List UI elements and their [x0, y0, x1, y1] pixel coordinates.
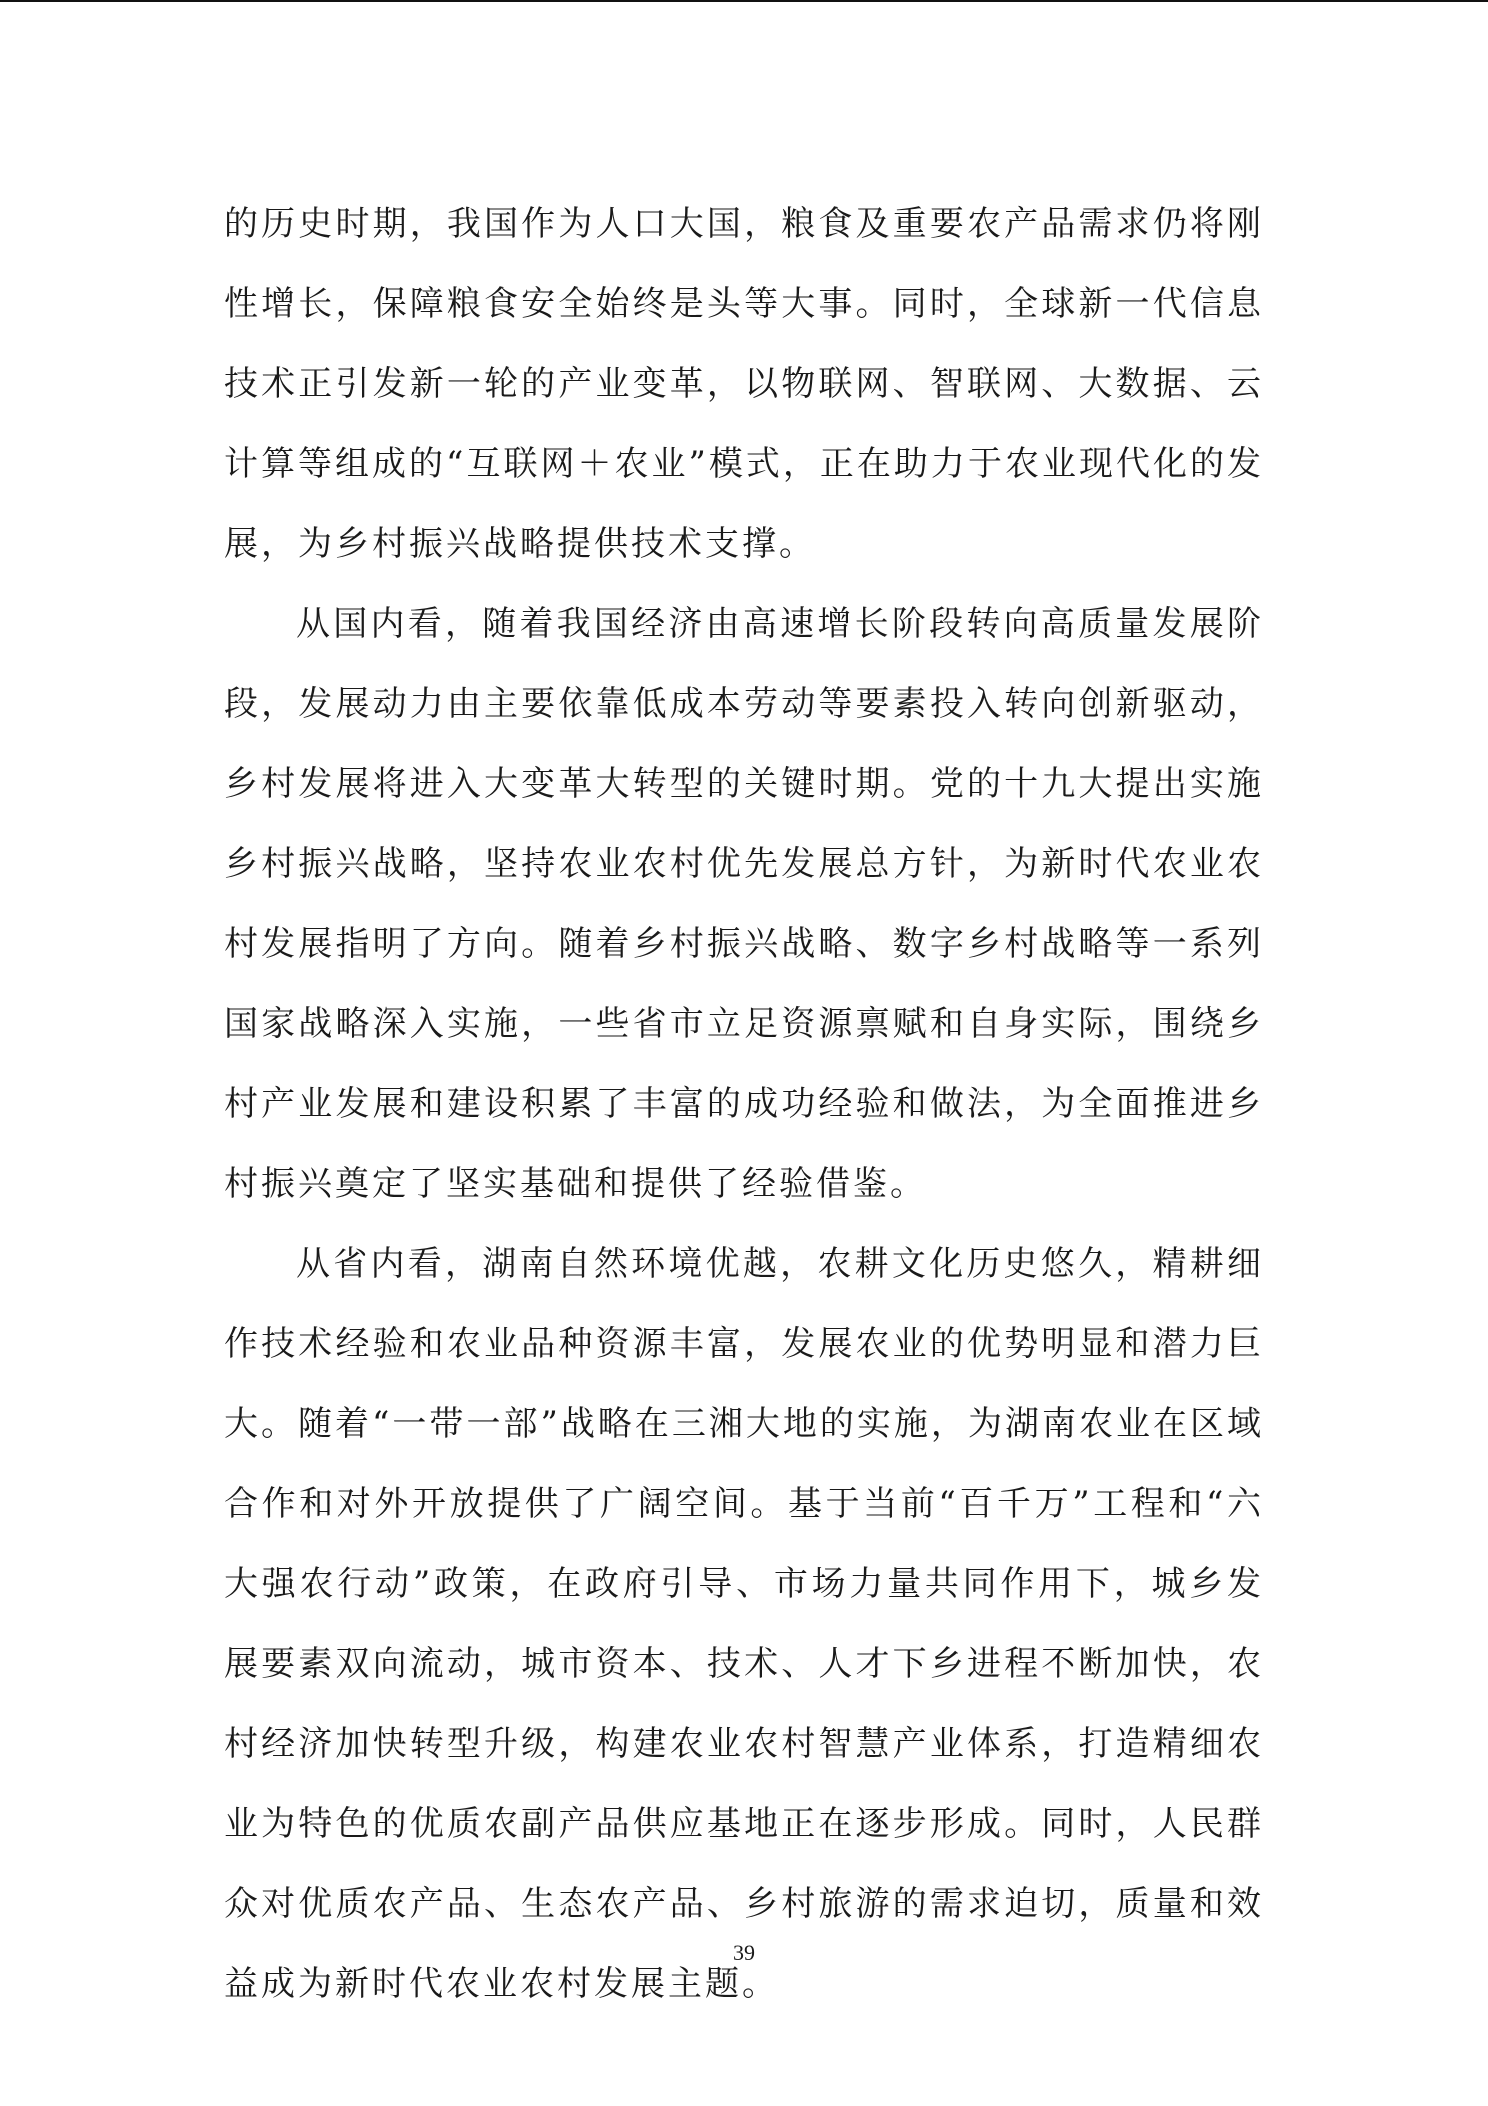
body-text: [224, 184, 1264, 2024]
paragraph-3: 从省内看，湖南自然环境优越，农耕文化历史悠久，精耕细作技术经验和农业品种资源丰富，发展农业的优势明显和潜力巨大。随着“一带一部”战略在三湘大地的实施，为湖南农业在区域合作和对外开放提供了广阔空间。基于当前“百千万”工程和“六大强农行动”政策，在政府引导、市场力量共同作用下，城乡发展要素双向流动，城市资本、技术、人才下乡进程不断加快，农村经济加快转型升级，构建农业农村智慧产业体系，打造精细农业为特色的优质农副产品供应基地正在逐步形成。同时，人民群众对优质农产品、生态农产品、乡村旅游的需求迫切，质量和效益成为新时代农业农村发展主题。: [224, 1244, 1264, 2004]
paragraph-1: 的历史时期，我国作为人口大国，粮食及重要农产品需求仍将刚性增长，保障粮食安全始终是头等大事。同时，全球新一代信息技术正引发新一轮的产业变革，以物联网、智联网、大数据、云计算等组成的“互联网＋农业”模式，正在助力于农业现代化的发展，为乡村振兴战略提供技术支撑。: [224, 204, 1264, 564]
paragraph-2: 从国内看，随着我国经济由高速增长阶段转向高质量发展阶段，发展动力由主要依靠低成本劳动等要素投入转向创新驱动，乡村发展将进入大变革大转型的关键时期。党的十九大提出实施乡村振兴战略，坚持农业农村优先发展总方针，为新时代农业农村发展指明了方向。随着乡村振兴战略、数字乡村战略等一系列国家战略深入实施，一些省市立足资源禀赋和自身实际，围绕乡村产业发展和建设积累了丰富的成功经验和做法，为全面推进乡村振兴奠定了坚实基础和提供了经验借鉴。: [224, 604, 1264, 1204]
page-number: 39: [733, 1940, 755, 1965]
